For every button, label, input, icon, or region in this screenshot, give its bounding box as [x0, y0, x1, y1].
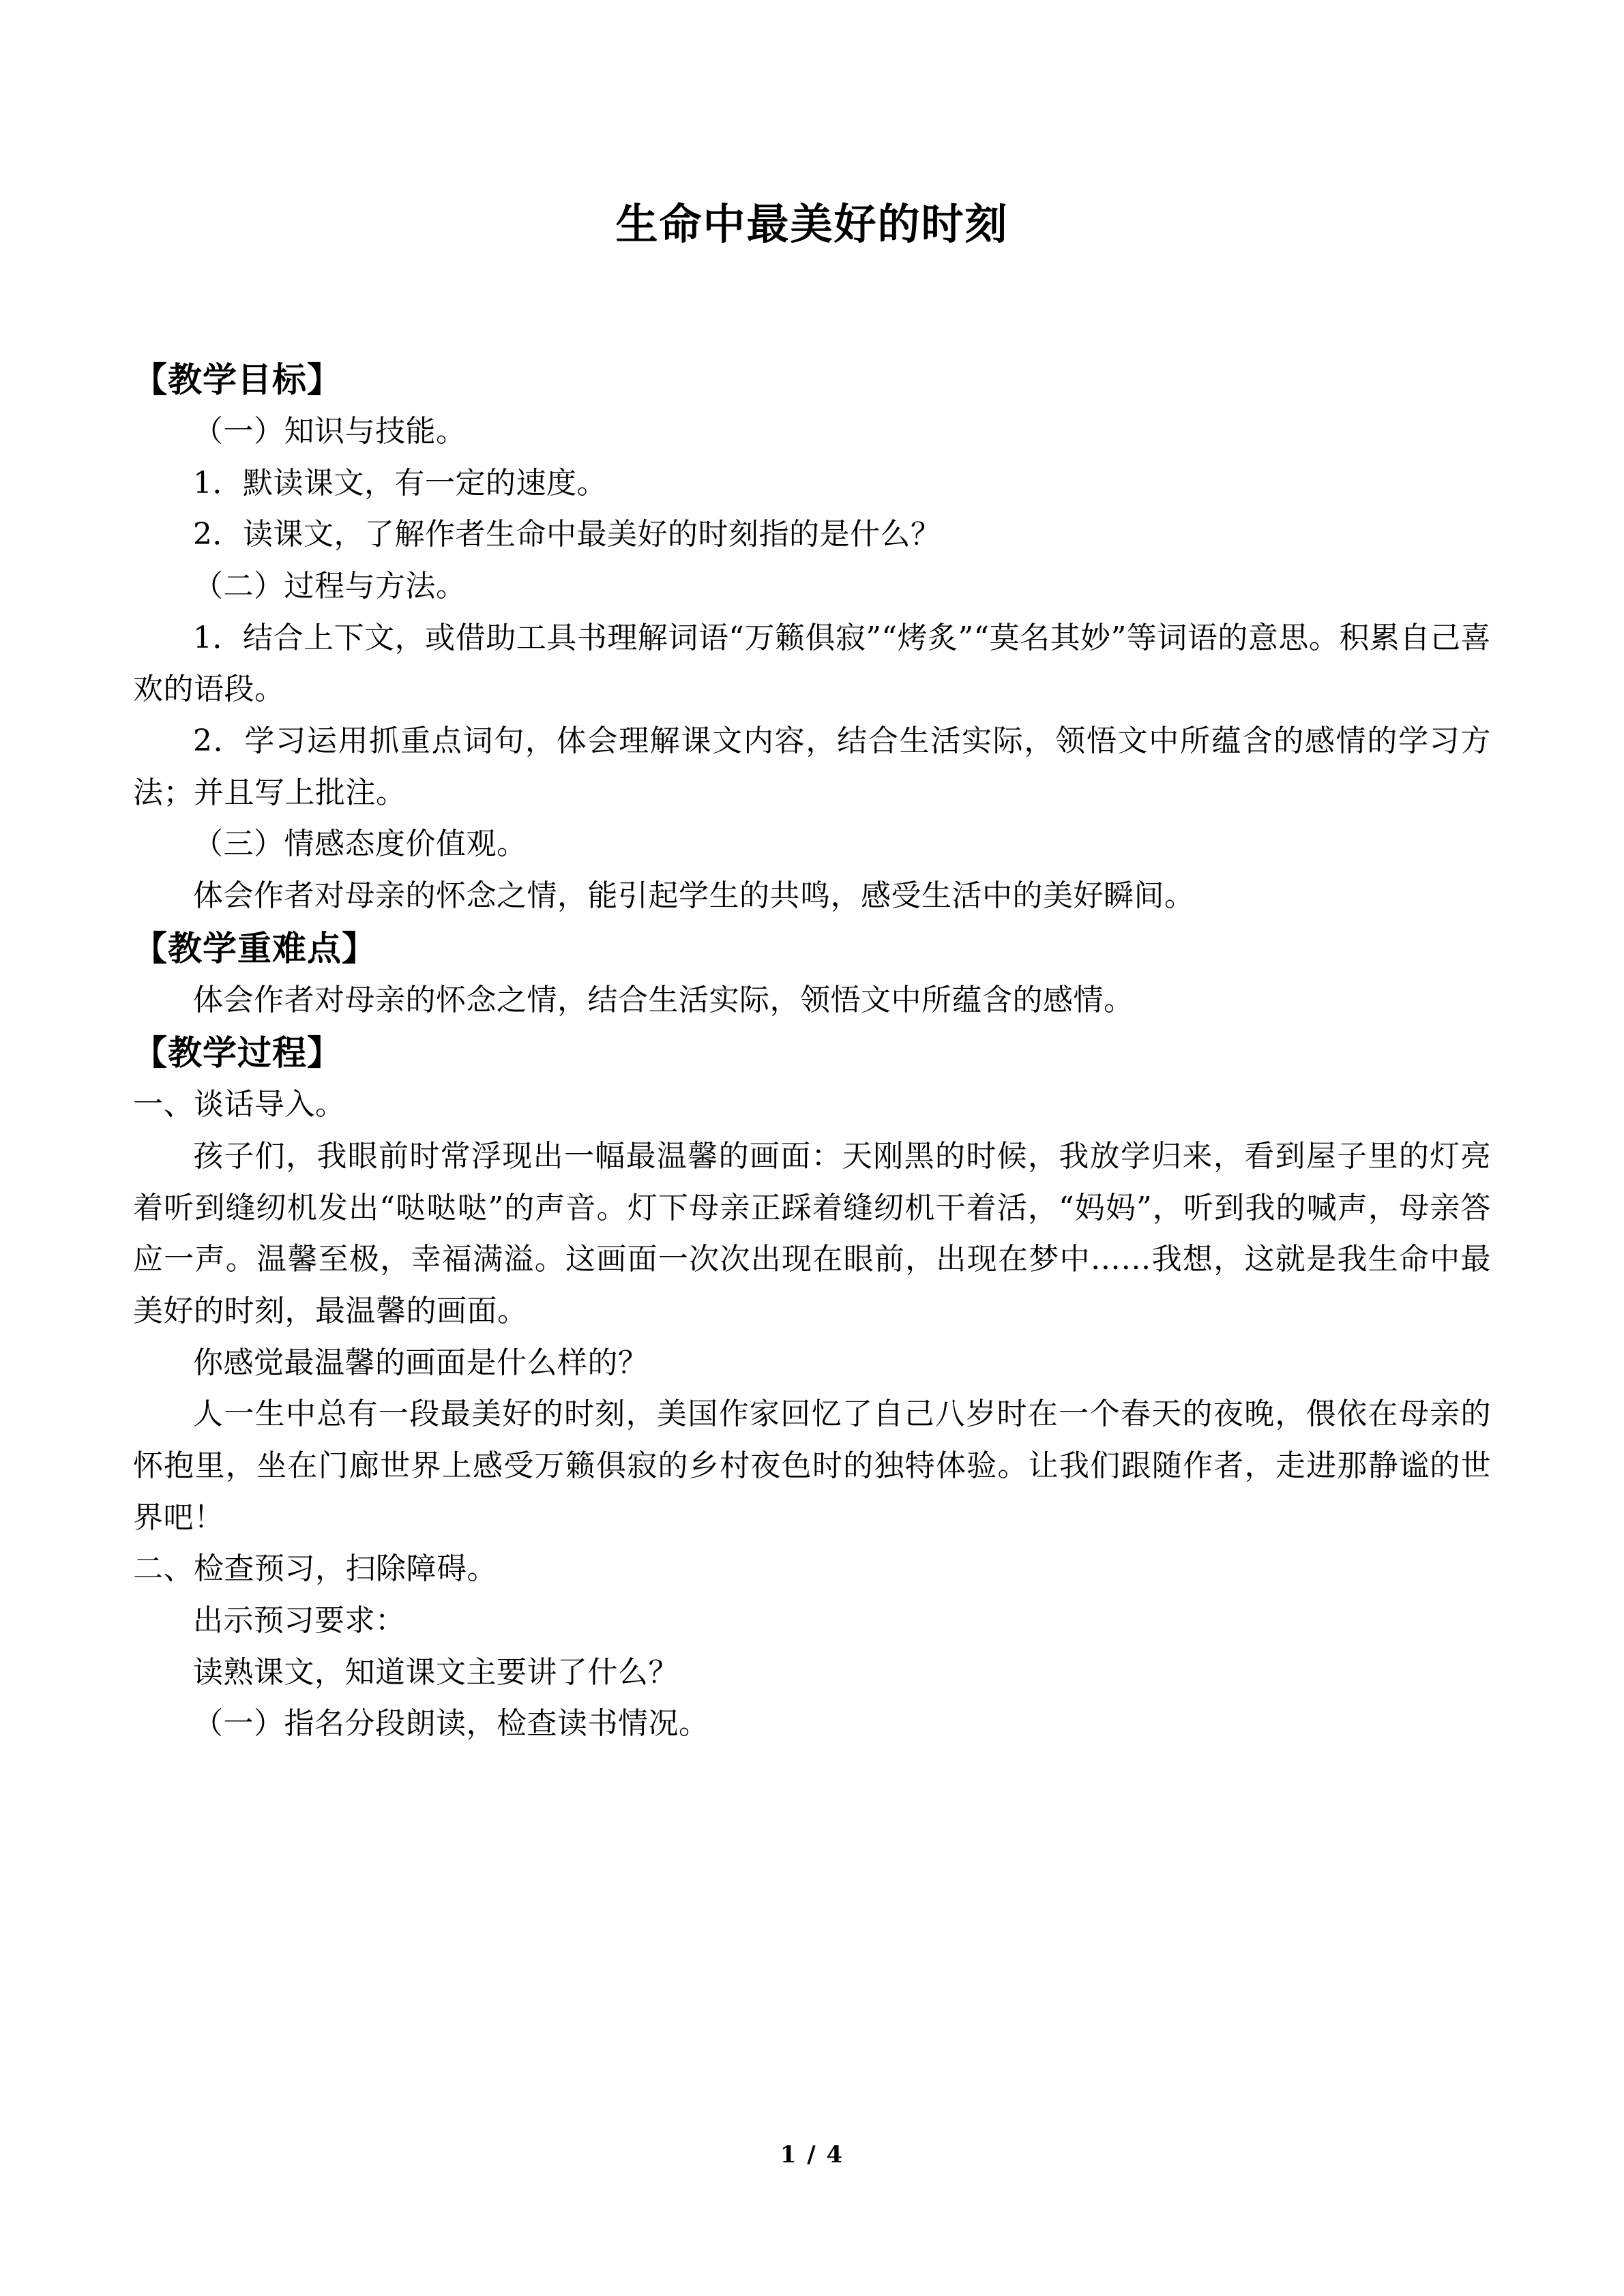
- title-spacer: [133, 251, 1491, 353]
- paragraph: （一）指名分段朗读，检查读书情况。: [193, 1706, 709, 1742]
- section-heading-teaching-process: 【教学过程】: [133, 1032, 342, 1073]
- section-heading-teaching-objectives: 【教学目标】: [133, 359, 342, 400]
- page-number-footer: 1 / 4: [780, 2141, 844, 2168]
- section-teaching-objectives: [133, 353, 1491, 922]
- paragraph: （二）过程与方法。: [193, 569, 467, 604]
- paragraph: 1．结合上下文，或借助工具书理解词语“万籁俱寂”“烤炙”“莫名其妙”等词语的意思。积累自己喜欢的语段。: [133, 620, 1491, 707]
- paragraph: 2．读课文，了解作者生命中最美好的时刻指的是什么？: [193, 517, 941, 552]
- paragraph: 读熟课文，知道课文主要讲了什么？: [193, 1654, 679, 1690]
- page-title: 生命中最美好的时刻: [615, 199, 1009, 249]
- paragraph: 孩子们，我眼前时常浮现出一幅最温馨的画面：天刚黑的时候，我放学归来，看到屋子里的灯亮着听到缝纫机发出“哒哒哒”的声音。灯下母亲正踩着缝纫机干着活，“妈妈”，听到我的喊声，母亲答应一声。温馨至极，幸福满溢。这画面一次次出现在眼前，出现在梦中……我想，这就是我生命中最美好的时刻，最温馨的画面。: [133, 1139, 1491, 1329]
- section-heading-key-difficulties: 【教学重难点】: [133, 927, 377, 968]
- paragraph: 一、谈话导入。: [133, 1087, 346, 1122]
- paragraph: 体会作者对母亲的怀念之情，结合生活实际，领悟文中所蕴含的感情。: [193, 983, 1134, 1018]
- paragraph: 二、检查预习，扫除障碍。: [133, 1551, 497, 1587]
- paragraph: 1．默读课文，有一定的速度。: [193, 465, 607, 501]
- paragraph: 2．学习运用抓重点词句，体会理解课文内容，结合生活实际，领悟文中所蕴含的感情的学习方法；并且写上批注。: [133, 724, 1491, 810]
- paragraph: 人一生中总有一段最美好的时刻，美国作家回忆了自己八岁时在一个春天的夜晚，偎依在母亲的怀抱里，坐在门廊世界上感受万籁俱寂的乡村夜色时的独特体验。让我们跟随作者，走进那静谧的世界吧！: [133, 1397, 1491, 1535]
- paragraph: 你感觉最温馨的画面是什么样的？: [193, 1345, 649, 1380]
- section-key-difficulties: [133, 922, 1491, 1026]
- section-teaching-process: [133, 1026, 1491, 1750]
- paragraph: 体会作者对母亲的怀念之情，能引起学生的共鸣，感受生活中的美好瞬间。: [193, 878, 1195, 914]
- paragraph: （三）情感态度价值观。: [193, 826, 527, 862]
- paragraph: （一）知识与技能。: [193, 414, 467, 449]
- paragraph: 出示预习要求：: [193, 1603, 406, 1639]
